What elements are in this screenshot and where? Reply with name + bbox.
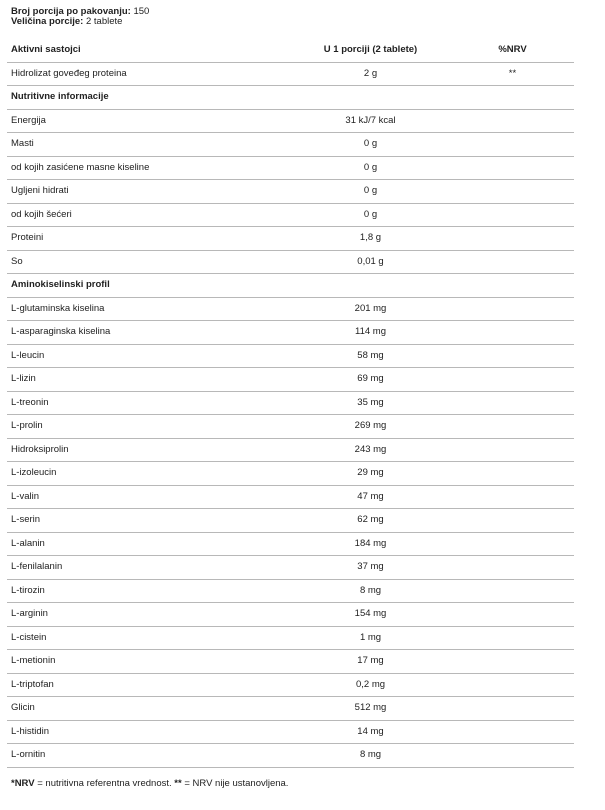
row-amount: 62 mg [290,509,451,533]
table-row [7,156,574,180]
row-nrv [451,462,574,486]
row-nrv [451,180,574,204]
row-amount: 0 g [290,203,451,227]
row-label: Hidrolizat goveđeg proteina [7,62,290,86]
row-amount: 154 mg [290,603,451,627]
serving-size-label: Veličina porcije: [11,16,84,27]
table-row [7,650,574,674]
table-row [7,391,574,415]
row-nrv [451,744,574,768]
row-nrv [451,109,574,133]
footnote-stars-label: ** [174,778,182,789]
row-amount: 8 mg [290,579,451,603]
servings-value: 150 [133,6,150,17]
table-row [7,532,574,556]
row-label: L-arginin [7,603,290,627]
row-nrv [451,368,574,392]
table-row [7,250,574,274]
table-row [7,485,574,509]
footnote-stars-text: = NRV nije ustanovljena. [181,778,289,789]
row-label: L-lizin [7,368,290,392]
row-nrv [451,297,574,321]
row-amount: 114 mg [290,321,451,345]
table-row [7,556,574,580]
row-nrv [451,697,574,721]
row-amount: 0 g [290,133,451,157]
table-row [7,180,574,204]
row-amount: 35 mg [290,391,451,415]
row-nrv [451,227,574,251]
row-amount: 29 mg [290,462,451,486]
row-nrv [451,321,574,345]
row-amount: 512 mg [290,697,451,721]
row-amount: 0 g [290,180,451,204]
row-amount: 269 mg [290,415,451,439]
row-nrv [451,556,574,580]
row-label: So [7,250,290,274]
section-header-row [7,86,574,110]
row-amount: 58 mg [290,344,451,368]
row-label: Energija [7,109,290,133]
row-amount: 37 mg [290,556,451,580]
table-row [7,462,574,486]
header-ingredients: Aktivni sastojci [7,39,290,62]
serving-size-line [11,17,149,27]
serving-size-value: 2 tablete [85,16,123,27]
row-amount: 1 mg [290,626,451,650]
row-label: L-fenilalanin [7,556,290,580]
row-label: Masti [7,133,290,157]
row-label: L-serin [7,509,290,533]
row-nrv [451,391,574,415]
row-amount: 14 mg [290,720,451,744]
row-label: L-tirozin [7,579,290,603]
row-nrv [451,485,574,509]
nutrition-table [7,39,574,768]
footnote-nrv-label: *NRV [11,778,35,789]
header-nrv: %NRV [451,39,574,62]
row-amount: 2 g [290,62,451,86]
row-amount: 1,8 g [290,227,451,251]
table-row [7,603,574,627]
row-nrv [451,133,574,157]
row-amount: 31 kJ/7 kcal [290,109,451,133]
row-label: L-metionin [7,650,290,674]
row-label: L-glutaminska kiselina [7,297,290,321]
row-label: L-triptofan [7,673,290,697]
table-row [7,438,574,462]
table-row [7,321,574,345]
row-nrv [451,603,574,627]
row-label: od kojih šećeri [7,203,290,227]
row-nrv [451,626,574,650]
row-label: od kojih zasićene masne kiseline [7,156,290,180]
row-nrv [451,250,574,274]
table-row [7,62,574,86]
table-row [7,579,574,603]
row-label: L-treonin [7,391,290,415]
footnote [11,779,311,790]
table-row [7,720,574,744]
table-row [7,133,574,157]
row-amount: 47 mg [290,485,451,509]
section-header-row [7,274,574,298]
table-row [7,368,574,392]
row-nrv [451,203,574,227]
row-label: L-izoleucin [7,462,290,486]
row-amount: 69 mg [290,368,451,392]
table-row [7,415,574,439]
package-info [11,7,149,27]
row-amount: 184 mg [290,532,451,556]
row-label: Ugljeni hidrati [7,180,290,204]
row-amount: 0,01 g [290,250,451,274]
row-amount: 201 mg [290,297,451,321]
row-amount: 243 mg [290,438,451,462]
row-label: L-cistein [7,626,290,650]
table-row [7,697,574,721]
row-nrv [451,579,574,603]
table-row [7,297,574,321]
row-nrv [451,438,574,462]
row-amount: 0 g [290,156,451,180]
row-label: Hidroksiprolin [7,438,290,462]
section-title: Nutritivne informacije [7,86,574,110]
row-label: L-prolin [7,415,290,439]
row-label: L-ornitin [7,744,290,768]
table-row [7,673,574,697]
table-row [7,227,574,251]
footnote-nrv-text: = nutritivna referentna vrednost. [34,778,175,789]
section-title: Aminokiselinski profil [7,274,574,298]
row-nrv [451,650,574,674]
row-label: Glicin [7,697,290,721]
servings-label: Broj porcija po pakovanju: [11,6,131,17]
table-row [7,344,574,368]
table-row [7,744,574,768]
row-nrv [451,415,574,439]
table-row [7,109,574,133]
row-amount: 17 mg [290,650,451,674]
table-row [7,509,574,533]
row-nrv [451,720,574,744]
row-label: L-histidin [7,720,290,744]
row-nrv [451,673,574,697]
row-label: L-alanin [7,532,290,556]
row-label: L-asparaginska kiselina [7,321,290,345]
row-nrv [451,156,574,180]
row-nrv [451,532,574,556]
header-amount: U 1 porciji (2 tablete) [290,39,451,62]
row-nrv [451,344,574,368]
table-row [7,626,574,650]
row-label: L-leucin [7,344,290,368]
row-nrv [451,509,574,533]
row-label: L-valin [7,485,290,509]
row-label: Proteini [7,227,290,251]
row-amount: 0,2 mg [290,673,451,697]
table-row [7,203,574,227]
row-amount: 8 mg [290,744,451,768]
row-nrv: ** [451,62,574,86]
table-header-row [7,39,574,62]
